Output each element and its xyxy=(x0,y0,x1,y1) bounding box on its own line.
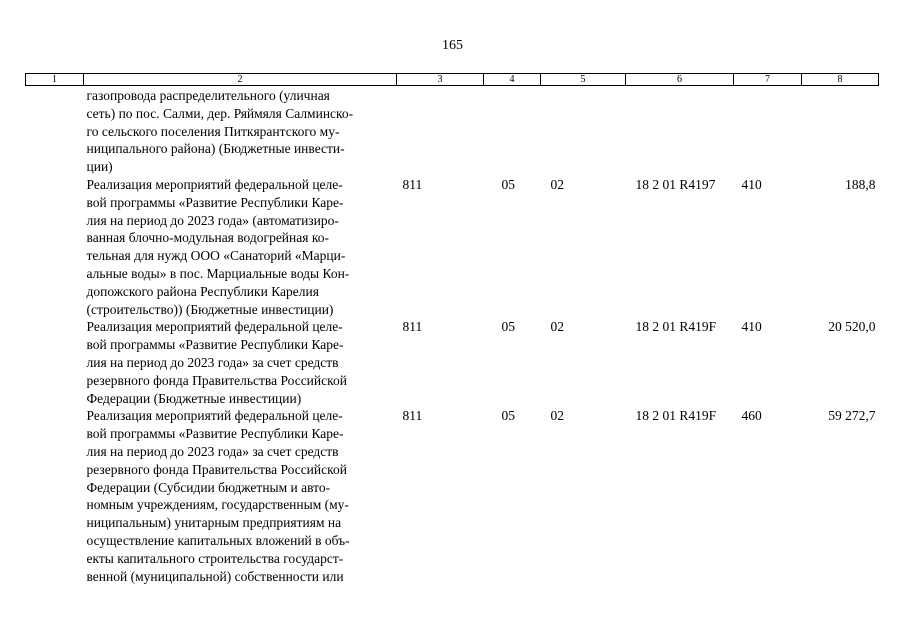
target-article-cell: 18 2 01 R419F xyxy=(635,408,717,424)
amount-cell: 59 272,7 xyxy=(828,408,876,424)
column-number: 2 xyxy=(84,74,397,86)
column-number: 3 xyxy=(397,74,484,86)
description-line: вой программы «Развитие Республики Каре- xyxy=(86,426,344,442)
description-line: вой программы «Развитие Республики Каре- xyxy=(86,194,344,210)
description-cell xyxy=(84,407,397,585)
description-cell xyxy=(84,86,397,176)
row-number-cell xyxy=(26,176,84,318)
description-line: допожского района Республики Карелия xyxy=(86,283,319,299)
description-cell xyxy=(84,318,397,407)
description-line: венной (муниципальной) собственности или xyxy=(86,568,344,584)
description-cell xyxy=(84,176,397,318)
budget-table xyxy=(25,73,879,585)
table-row xyxy=(26,86,879,176)
page-number: 165 xyxy=(442,38,463,53)
amount-cell: 188,8 xyxy=(845,176,876,192)
section-cell: 05 xyxy=(501,319,515,335)
description-line: Федерации (Бюджетные инвестиции) xyxy=(86,390,302,406)
subsection-cell: 02 xyxy=(550,176,564,192)
section-cell xyxy=(484,86,541,176)
description-line: лия на период до 2023 года» за счет средств xyxy=(86,354,339,370)
admin-code-cell: 811 xyxy=(402,319,423,335)
description-line: газопровода распределительного (уличная xyxy=(86,88,330,103)
admin-code-cell: 811 xyxy=(402,176,423,192)
target-article-cell: 18 2 01 R4197 xyxy=(635,176,716,192)
expense-type-cell xyxy=(734,86,802,176)
column-number: 6 xyxy=(626,74,734,86)
admin-code-cell xyxy=(397,86,484,176)
expense-type-cell: 410 xyxy=(741,176,762,192)
description-line: го сельского поселения Питкярантского му- xyxy=(86,123,340,139)
subsection-cell: 02 xyxy=(550,408,564,424)
admin-code-cell: 811 xyxy=(402,408,423,424)
column-number: 8 xyxy=(802,74,879,86)
description-line: ции) xyxy=(86,159,113,175)
expense-type-cell: 410 xyxy=(741,319,762,335)
description-line: Реализация мероприятий федеральной целе- xyxy=(86,319,343,335)
description-line: екты капитального строительства государст- xyxy=(86,550,344,566)
row-number-cell xyxy=(26,407,84,585)
description-line: лия на период до 2023 года» за счет средств xyxy=(86,443,339,459)
column-number-header xyxy=(26,74,879,86)
table-row xyxy=(26,318,879,407)
description-line: осуществление капитальных вложений в объ- xyxy=(86,532,350,548)
description-line: сеть) по пос. Салми, дер. Ряймяля Салминско- xyxy=(86,105,354,121)
target-article-cell xyxy=(626,86,734,176)
description-line: тельная для нужд ООО «Санаторий «Марци- xyxy=(86,248,346,264)
description-line: резервного фонда Правительства Российской xyxy=(86,372,347,388)
description-line: резервного фонда Правительства Российской xyxy=(86,461,347,477)
expense-type-cell: 460 xyxy=(741,408,762,424)
subsection-cell xyxy=(541,86,626,176)
description-line: ниципального района) (Бюджетные инвести- xyxy=(86,141,345,157)
column-number: 7 xyxy=(734,74,802,86)
amount-cell xyxy=(802,86,879,176)
description-line: ниципальным) унитарным предприятиям на xyxy=(86,515,342,531)
description-line: Реализация мероприятий федеральной целе- xyxy=(86,176,343,192)
table-row xyxy=(26,176,879,318)
column-number: 4 xyxy=(484,74,541,86)
description-line: (строительство)) (Бюджетные инвестиции) xyxy=(86,301,334,317)
row-number-cell xyxy=(26,86,84,176)
column-number: 5 xyxy=(541,74,626,86)
section-cell: 05 xyxy=(501,176,515,192)
row-number-cell xyxy=(26,318,84,407)
description-line: лия на период до 2023 года» (автоматизиро- xyxy=(86,212,339,228)
table-row xyxy=(26,407,879,585)
target-article-cell: 18 2 01 R419F xyxy=(635,319,717,335)
description-line: вой программы «Развитие Республики Каре- xyxy=(86,337,344,353)
description-line: номным учреждениям, государственным (му- xyxy=(86,497,349,513)
description-line: ванная блочно-модульная водогрейная ко- xyxy=(86,230,329,246)
subsection-cell: 02 xyxy=(550,319,564,335)
description-line: Федерации (Субсидии бюджетным и авто- xyxy=(86,479,331,495)
description-line: альные воды» в пос. Марциальные воды Кон- xyxy=(86,265,350,281)
section-cell: 05 xyxy=(501,408,515,424)
description-line: Реализация мероприятий федеральной целе- xyxy=(86,408,343,424)
column-number: 1 xyxy=(26,74,84,86)
amount-cell: 20 520,0 xyxy=(828,319,876,335)
